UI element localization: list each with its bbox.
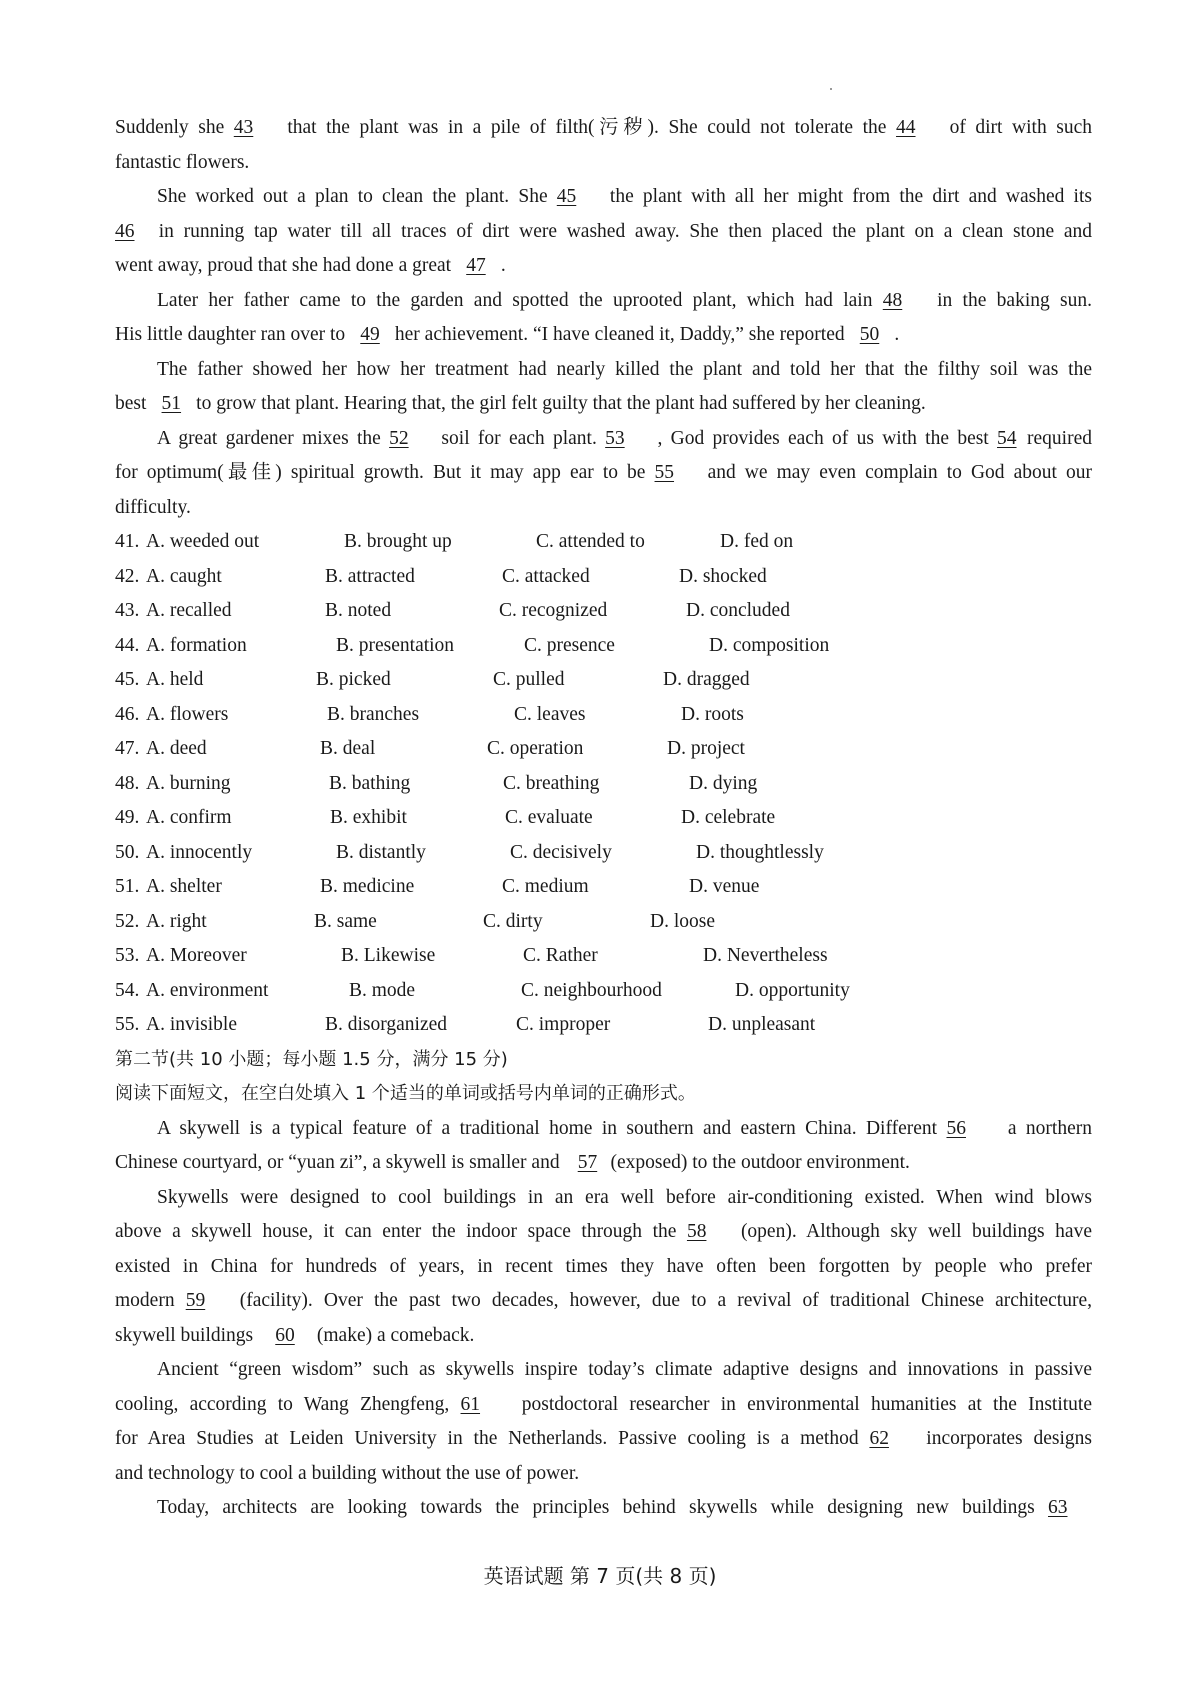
option-row-50 [115, 836, 1092, 871]
option-b: B. exhibit [330, 807, 407, 828]
question-number: 45. [115, 669, 140, 690]
option-d: D. dragged [663, 669, 750, 690]
option-c: C. recognized [499, 600, 608, 621]
option-d: D. venue [689, 876, 760, 897]
question-number: 49. [115, 807, 140, 828]
options-list [115, 525, 1092, 1043]
option-b: B. attracted [325, 565, 415, 587]
blank-45: 45 [556, 186, 577, 207]
option-d: D. concluded [686, 600, 790, 621]
option-d: D. roots [681, 703, 744, 725]
option-c: C. improper [516, 1014, 611, 1035]
blank-43: 43 [233, 117, 254, 138]
option-row-53 [115, 939, 1092, 974]
option-b: B. disorganized [325, 1014, 448, 1035]
blank-55: 55 [654, 462, 675, 483]
option-b: B. Likewise [341, 945, 436, 966]
option-a: A. invisible [146, 1014, 237, 1035]
option-b: B. mode [349, 979, 416, 1001]
option-a: A. burning [146, 772, 231, 794]
option-row-51 [115, 870, 1092, 905]
exam-page [115, 111, 1092, 1526]
blank-53: 53 [605, 427, 625, 449]
option-a: A. environment [146, 979, 269, 1001]
option-d: D. thoughtlessly [696, 841, 824, 863]
option-b: B. noted [325, 600, 392, 621]
text: , God provides each of us with the best [649, 427, 998, 449]
passage-line [115, 1284, 1092, 1319]
text: and we may even complain to God about our [698, 462, 1092, 483]
question-number: 51. [115, 876, 140, 897]
text: skywell buildings [115, 1324, 259, 1346]
option-a: A. innocently [146, 841, 253, 863]
option-row-44 [115, 629, 1092, 664]
question-number: 55. [115, 1014, 140, 1035]
passage-line [115, 1491, 1092, 1526]
blank-59: 59 [185, 1290, 206, 1311]
option-row-55 [115, 1008, 1092, 1043]
passage-line [115, 146, 1092, 181]
option-c: C. neighbourhood [521, 979, 662, 1001]
option-b: B. deal [320, 738, 376, 759]
passage-line [115, 1181, 1092, 1216]
option-a: A. deed [146, 738, 207, 759]
text: Ancient “green wisdom” such as skywells inspire today’s climate adaptive designs and innovations in passive [157, 1359, 1092, 1380]
text: existed in China for hundreds of years, in recent times they have often been forgotten by people who prefer [115, 1255, 1092, 1277]
passage-line [115, 422, 1092, 457]
text: a northern [998, 1117, 1092, 1139]
option-row-54 [115, 974, 1092, 1009]
passage-line [115, 387, 1092, 422]
text: (exposed) to the outdoor environment. [610, 1152, 910, 1173]
option-a: A. weeded out [146, 531, 260, 552]
option-d: D. project [667, 738, 745, 759]
text: to grow that plant. Hearing that, the girl felt guilty that the plant had suffered by her cleaning. [191, 393, 926, 414]
blank-46: 46 [115, 220, 135, 242]
text: soil for each plant. [433, 427, 606, 449]
text: difficulty. [115, 496, 191, 518]
blank-52: 52 [389, 427, 409, 449]
option-c: C. Rather [523, 945, 598, 966]
option-a: A. confirm [146, 807, 232, 828]
option-c: C. medium [502, 876, 589, 897]
question-number: 44. [115, 634, 140, 656]
option-b: B. brought up [344, 531, 452, 552]
option-a: A. held [146, 669, 204, 690]
option-b: B. bathing [329, 772, 411, 794]
passage-line [115, 1250, 1092, 1285]
page-footer: 英语试题 第 7 页(共 8 页) [483, 1564, 717, 1588]
question-number: 53. [115, 945, 140, 966]
passage-line [115, 1457, 1092, 1492]
text: for Area Studies at Leiden University in the Netherlands. Passive cooling is a method [115, 1428, 870, 1449]
text: of dirt with such [940, 117, 1092, 138]
option-a: A. right [146, 910, 207, 932]
option-d: D. opportunity [735, 979, 850, 1001]
blank-60: 60 [275, 1324, 295, 1346]
blank-62: 62 [869, 1428, 889, 1449]
option-row-46 [115, 698, 1092, 733]
text: for optimum(最佳) spiritual growth. But it may app ear to be [115, 462, 655, 483]
option-c: C. operation [487, 738, 584, 759]
option-row-41 [115, 525, 1092, 560]
passage-line [115, 249, 1092, 284]
text: cooling, according to Wang Zhengfeng, [115, 1393, 461, 1415]
option-a: A. flowers [146, 703, 229, 725]
option-d: D. dying [689, 772, 758, 794]
text: postdoctoral researcher in environmental humanities at the Institute [510, 1393, 1092, 1415]
text: (facility). Over the past two decades, however, due to a revival of traditional Chinese architecture, [239, 1290, 1092, 1311]
option-row-48 [115, 767, 1092, 802]
option-d: D. fed on [720, 531, 794, 552]
blank-50: 50 [859, 324, 880, 345]
passage-line [115, 215, 1092, 250]
option-c: C. attended to [536, 531, 645, 552]
option-a: A. recalled [146, 600, 232, 621]
text: . [495, 255, 506, 276]
option-d: D. unpleasant [708, 1014, 816, 1035]
option-d: D. shocked [679, 565, 767, 587]
question-number: 46. [115, 703, 140, 725]
blank-44: 44 [896, 117, 916, 138]
option-c: C. dirty [483, 910, 543, 932]
text: in the baking sun. [926, 289, 1093, 311]
option-b: B. medicine [320, 876, 415, 897]
passage-line [115, 1388, 1092, 1423]
passage-line [115, 1146, 1092, 1181]
blank-58: 58 [686, 1221, 707, 1242]
option-row-43 [115, 594, 1092, 629]
option-d: D. Nevertheless [703, 945, 828, 966]
question-number: 42. [115, 565, 140, 587]
question-number: 50. [115, 841, 140, 863]
option-c: C. evaluate [505, 807, 593, 828]
option-b: B. branches [327, 703, 420, 725]
option-row-47 [115, 732, 1092, 767]
option-a: A. formation [146, 634, 247, 656]
option-b: B. presentation [336, 634, 455, 656]
text: modern [115, 1290, 186, 1311]
text: She worked out a plan to clean the plant. She [157, 186, 557, 207]
blank-49: 49 [360, 324, 380, 345]
text: fantastic flowers. [115, 151, 250, 173]
text: A great gardener mixes the [157, 427, 390, 449]
passage-line [115, 180, 1092, 215]
question-number: 54. [115, 979, 140, 1001]
option-a: A. caught [146, 565, 222, 587]
blank-48: 48 [882, 289, 903, 311]
option-row-49 [115, 801, 1092, 836]
passage-line [115, 284, 1092, 319]
text: Suddenly she [115, 117, 234, 138]
blank-57: 57 [577, 1152, 598, 1173]
passage-line [115, 318, 1092, 353]
passage-line [115, 353, 1092, 388]
text: best [115, 393, 152, 414]
option-d: D. celebrate [681, 807, 776, 828]
text: the plant with all her might from the dirt and washed its [600, 186, 1092, 207]
text: The father showed her how her treatment had nearly killed the plant and told her that the filthy soil was the [157, 358, 1092, 380]
text: that the plant was in a pile of filth(污秽). She could not tolerate the [277, 117, 897, 138]
scan-speck [830, 88, 832, 90]
option-a: A. shelter [146, 876, 222, 897]
question-number: 41. [115, 531, 140, 552]
blank-56: 56 [946, 1117, 966, 1139]
text: went away, proud that she had done a great [115, 255, 456, 276]
option-d: D. composition [709, 634, 830, 656]
text: (open). Although sky well buildings have [740, 1221, 1092, 1242]
section-instruction: 阅读下面短文，在空白处填入 1 个适当的单词或括号内单词的正确形式。 [115, 1083, 696, 1104]
text: Chinese courtyard, or “yuan zi”, a skywell is smaller and [115, 1152, 565, 1173]
text: (make) a comeback. [312, 1324, 475, 1346]
option-row-52 [115, 905, 1092, 940]
passage-line [115, 1422, 1092, 1457]
option-c: C. breathing [503, 772, 600, 794]
option-c: C. attacked [502, 565, 590, 587]
option-d: D. loose [650, 910, 715, 932]
section-heading: 第二节(共 10 小题；每小题 1.5 分，满分 15 分) [115, 1048, 508, 1070]
text: above a skywell house, it can enter the indoor space through the [115, 1221, 687, 1242]
question-number: 52. [115, 910, 140, 932]
option-c: C. pulled [493, 669, 565, 690]
text: incorporates designs [915, 1428, 1092, 1449]
text: Skywells were designed to cool buildings in an era well before air-conditioning existed. When wind blows [157, 1186, 1092, 1208]
text: her achievement. “I have cleaned it, Daddy,” she reported [390, 324, 850, 345]
passage-line [115, 491, 1092, 526]
blank-51: 51 [161, 393, 182, 414]
blank-47: 47 [466, 255, 486, 276]
option-b: B. distantly [336, 841, 426, 863]
question-number: 47. [115, 738, 140, 759]
text: Later her father came to the garden and spotted the uprooted plant, which had lain [157, 289, 883, 311]
blank-54: 54 [997, 427, 1017, 449]
option-a: A. Moreover [146, 945, 247, 966]
text: A skywell is a typical feature of a traditional home in southern and eastern China. Different [157, 1117, 947, 1139]
question-number: 43. [115, 600, 140, 621]
text: in running tap water till all traces of dirt were washed away. She then placed the plant on a clean stone and [149, 220, 1092, 242]
option-b: B. picked [316, 669, 391, 690]
text: His little daughter ran over to [115, 324, 351, 345]
text: Today, architects are looking towards the principles behind skywells while designing new buildings [157, 1497, 1048, 1518]
text: . [889, 324, 900, 345]
passage-line [115, 111, 1092, 146]
option-c: C. leaves [514, 703, 586, 725]
passage-line [115, 1319, 1092, 1354]
option-row-42 [115, 560, 1092, 595]
passage-line [115, 1112, 1092, 1147]
text: and technology to cool a building without the use of power. [115, 1462, 580, 1484]
text: required [1027, 427, 1092, 449]
question-number: 48. [115, 772, 140, 794]
option-b: B. same [314, 910, 377, 932]
blank-61: 61 [460, 1393, 481, 1415]
passage-line [115, 456, 1092, 491]
option-c: C. presence [524, 634, 615, 656]
passage-line [115, 1215, 1092, 1250]
option-row-45 [115, 663, 1092, 698]
passage-line [115, 1353, 1092, 1388]
blank-63: 63 [1048, 1497, 1068, 1518]
option-c: C. decisively [510, 841, 612, 863]
